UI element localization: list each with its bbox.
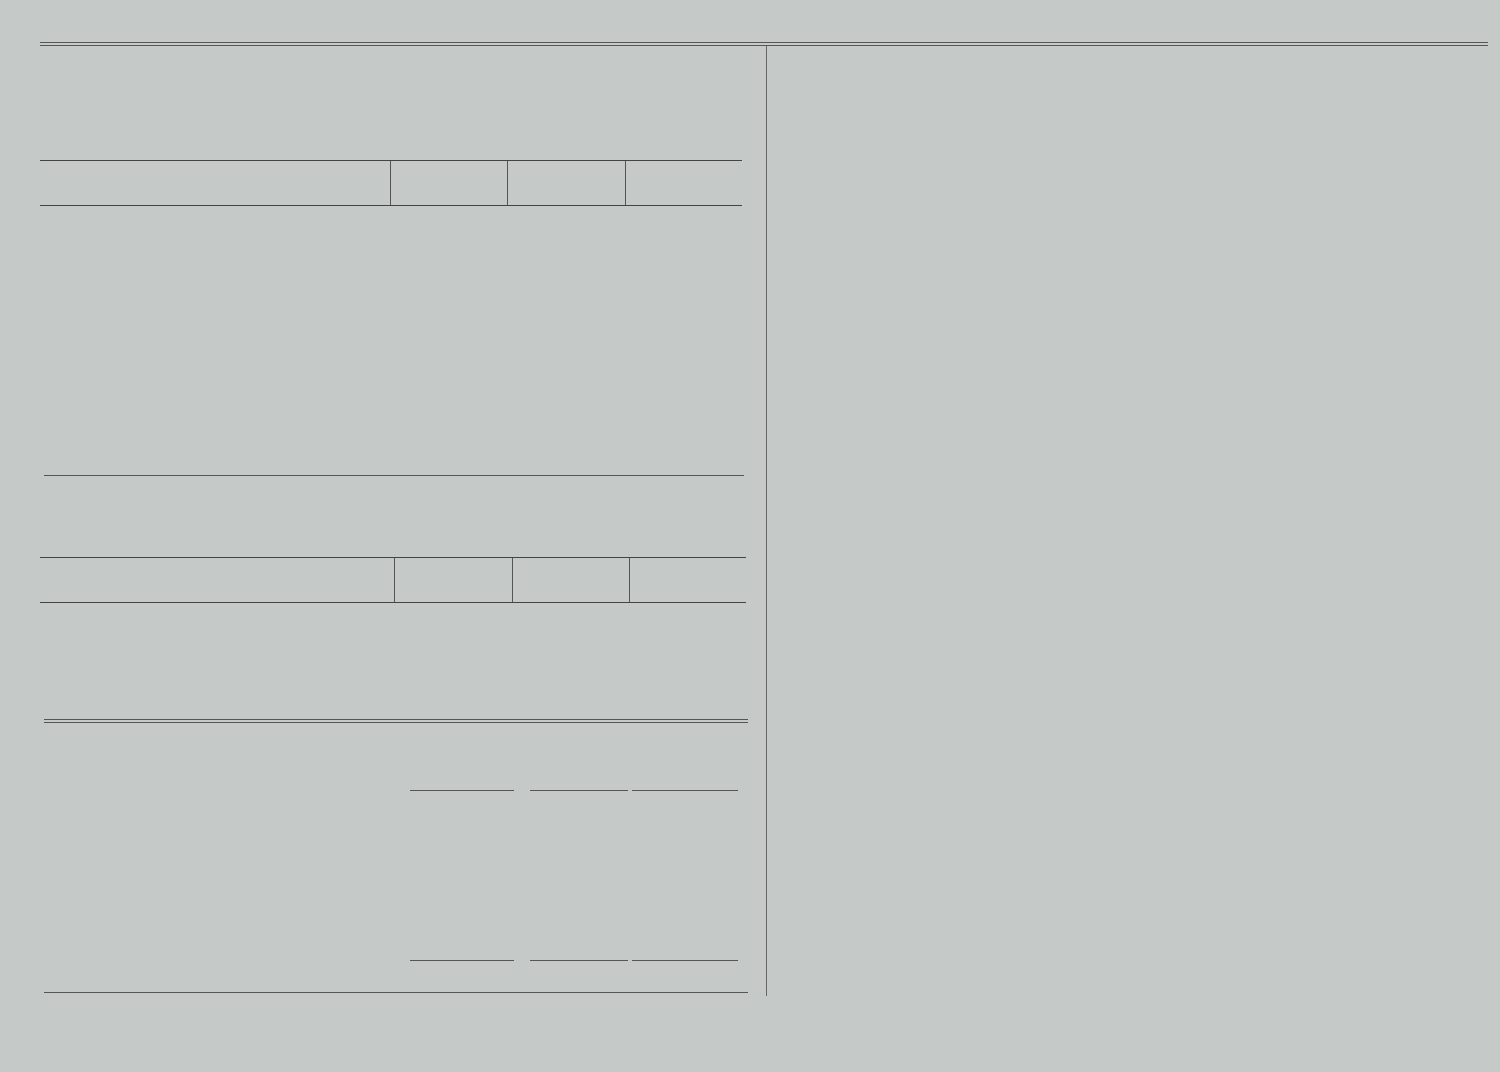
subtotal-rule-1959 xyxy=(410,790,514,791)
objects-table-header xyxy=(40,557,746,603)
header-description xyxy=(40,161,390,205)
summary-double-rule-bottom xyxy=(44,722,748,723)
column-divider xyxy=(766,46,767,996)
total-rule-1961 xyxy=(632,960,738,961)
summary-double-rule-top xyxy=(44,719,748,720)
total-rule-1960 xyxy=(530,960,628,961)
subtotal-rule-1960 xyxy=(530,790,628,791)
header-employment-summary xyxy=(40,558,394,602)
subtotal-rule-1961 xyxy=(632,790,738,791)
header-1961 xyxy=(625,161,742,205)
projects-bottom-rule xyxy=(44,475,744,476)
objects-bottom-rule xyxy=(44,992,748,993)
header-1960 xyxy=(512,558,630,602)
total-rule-1959 xyxy=(410,960,514,961)
header-1960 xyxy=(507,161,625,205)
header-rule xyxy=(40,42,1488,46)
header-1961 xyxy=(629,558,746,602)
projects-table-header xyxy=(40,160,742,206)
header-1959 xyxy=(390,161,508,205)
header-1959 xyxy=(394,558,512,602)
